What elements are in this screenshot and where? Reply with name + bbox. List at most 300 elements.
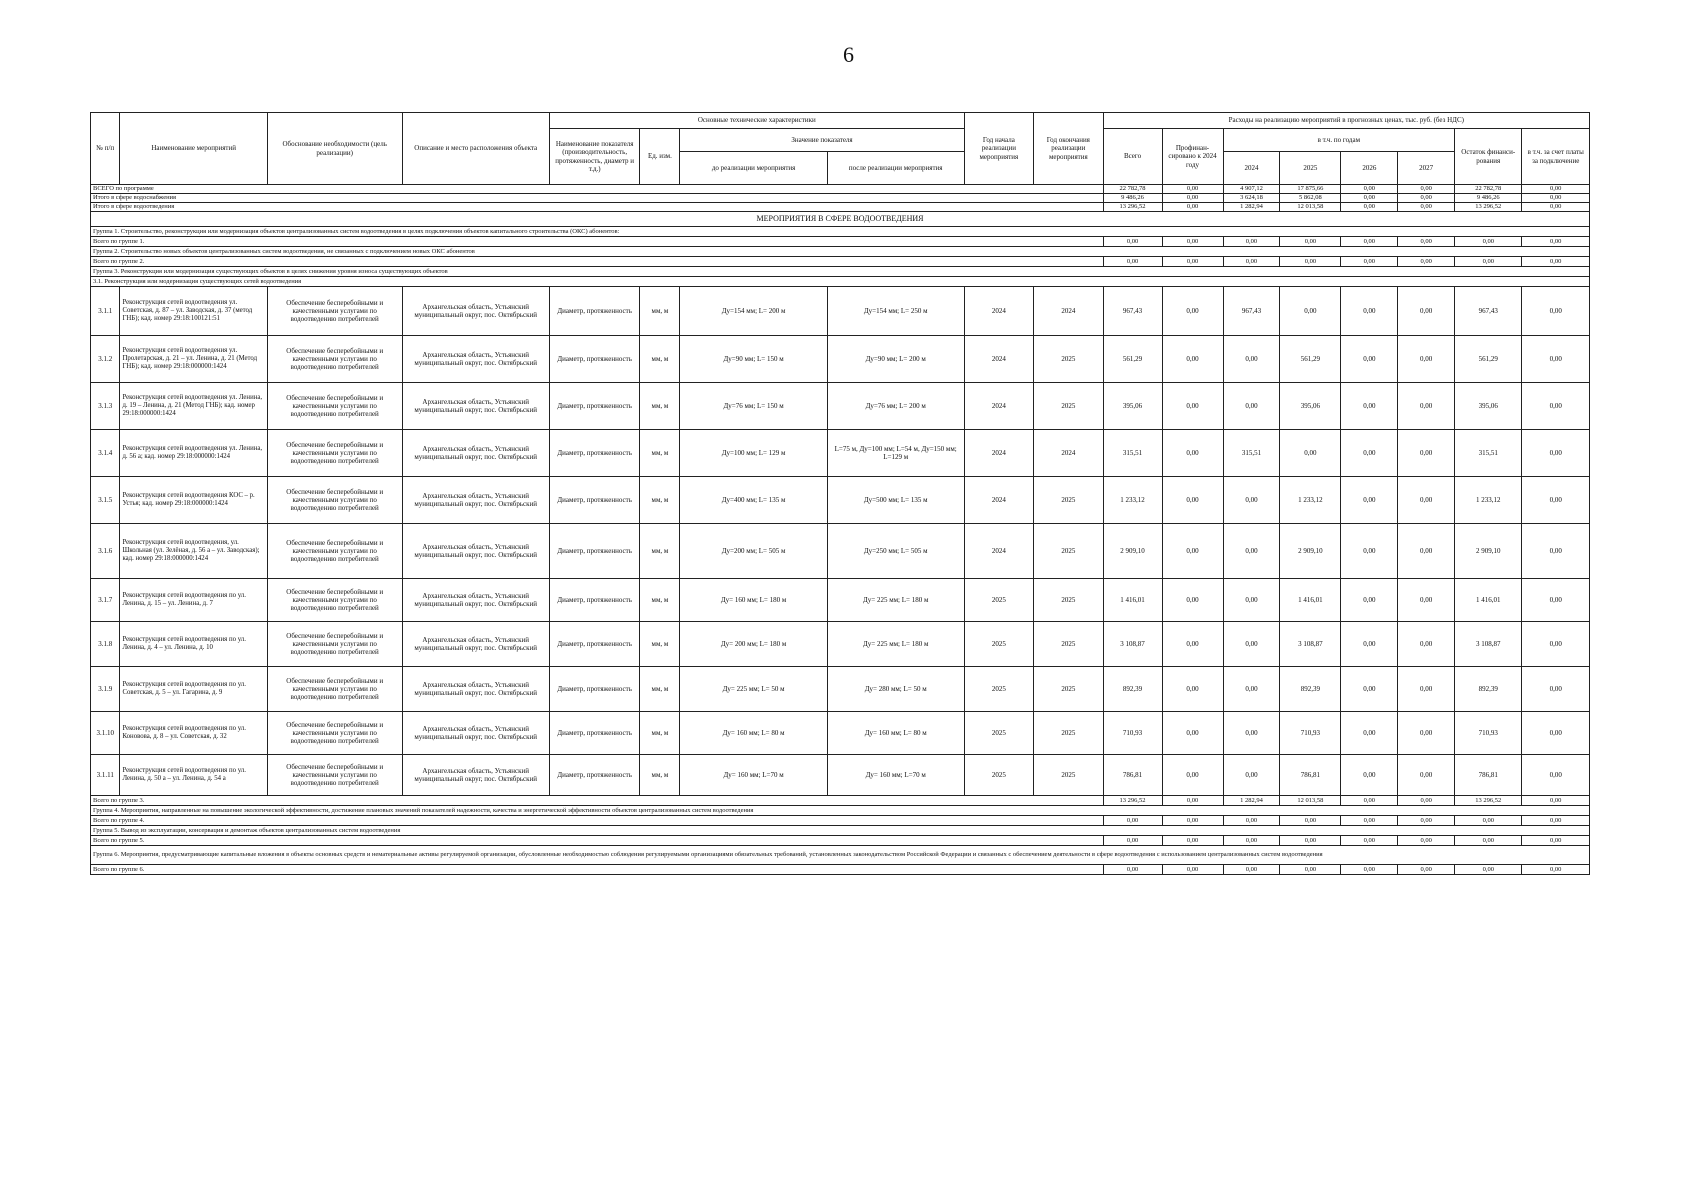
measure-location: Архангельская область, Устьянский муниципальный округ, пос. Октябрьский (402, 430, 549, 477)
value-cell: 561,29 (1280, 336, 1341, 383)
year-start: 2024 (964, 383, 1033, 430)
value-cell: 0,00 (1162, 796, 1223, 806)
value-cell: 0,00 (1162, 667, 1223, 712)
value-after: Ду= 225 мм; L= 180 м (827, 579, 964, 622)
group-6-title: Группа 6. Мероприятия, предусматривающие капитальные вложения в объекты основных средств и нематериальные активы регулируемой организации, обусловленные необходимостью соблюдения регулируемыми организациями обязательных требований, установленных законодательством Российской Федерации и связанных с обеспечением деятельности в сфере водоотведения с использованием централизованных систем водоотведения (91, 846, 1590, 865)
group-6-title-row (91, 846, 1590, 865)
value-cell: 0,00 (1341, 185, 1398, 194)
value-cell: 13 296,52 (1103, 203, 1162, 212)
indicator-unit: мм, м (640, 383, 680, 430)
value-cell: 0,00 (1341, 579, 1398, 622)
value-after: Ду=76 мм; L= 200 м (827, 383, 964, 430)
header-before: до реализации мероприятия (680, 152, 827, 185)
year-end: 2024 (1034, 287, 1103, 336)
measure-number: 3.1.6 (91, 524, 120, 579)
header-financed: Профинан-сировано к 2024 году (1162, 129, 1223, 185)
group-3-title-row (91, 267, 1590, 277)
measure-location: Архангельская область, Устьянский муниципальный округ, пос. Октябрьский (402, 667, 549, 712)
value-cell: 0,00 (1103, 237, 1162, 247)
indicator-name: Диаметр, протяженность (549, 287, 640, 336)
measure-name: Реконструкция сетей водоотведения ул. Ленина, д. 56 а; кад. номер 29:18:000000:1424 (120, 430, 267, 477)
value-cell: 0,00 (1280, 237, 1341, 247)
indicator-name: Диаметр, протяженность (549, 712, 640, 755)
value-cell: 0,00 (1341, 430, 1398, 477)
value-cell: 0,00 (1162, 865, 1223, 875)
value-cell: 0,00 (1341, 287, 1398, 336)
value-cell: 3 108,87 (1455, 622, 1522, 667)
value-cell: 0,00 (1341, 622, 1398, 667)
value-cell: 0,00 (1103, 836, 1162, 846)
value-cell: 0,00 (1162, 836, 1223, 846)
value-cell: 0,00 (1398, 836, 1455, 846)
header-tech-group: Основные технические характеристики (549, 113, 964, 129)
measure-number: 3.1.11 (91, 755, 120, 796)
group-1-total-label: Всего по группе 1. (91, 237, 1104, 247)
year-start: 2024 (964, 430, 1033, 477)
year-start: 2024 (964, 477, 1033, 524)
value-cell: 0,00 (1398, 287, 1455, 336)
header-year-end: Год окончания реализации мероприятия (1034, 113, 1103, 185)
value-cell: 0,00 (1341, 336, 1398, 383)
indicator-name: Диаметр, протяженность (549, 755, 640, 796)
value-cell: 13 296,52 (1103, 796, 1162, 806)
value-cell: 0,00 (1280, 865, 1341, 875)
value-cell: 0,00 (1341, 203, 1398, 212)
value-cell: 0,00 (1341, 667, 1398, 712)
value-cell: 0,00 (1455, 865, 1522, 875)
measure-row (91, 667, 1590, 712)
value-cell: 395,06 (1455, 383, 1522, 430)
value-cell: 3 624,18 (1223, 194, 1280, 203)
indicator-unit: мм, м (640, 336, 680, 383)
header-expenses-group: Расходы на реализацию мероприятий в прогнозных ценах, тыс. руб. (без НДС) (1103, 113, 1589, 129)
measure-location: Архангельская область, Устьянский муниципальный округ, пос. Октябрьский (402, 622, 549, 667)
year-start: 2024 (964, 336, 1033, 383)
value-cell: 710,93 (1455, 712, 1522, 755)
group-1-title: Группа 1. Строительство, реконструкция или модернизация объектов централизованных систем водоотведения в целях подключения объектов капитального строительства (ОКС) абонентов: (91, 227, 1590, 237)
value-cell: 0,00 (1398, 336, 1455, 383)
measure-location: Архангельская область, Устьянский муниципальный округ, пос. Октябрьский (402, 287, 549, 336)
table-header (91, 113, 1590, 185)
value-cell: 0,00 (1223, 755, 1280, 796)
year-start: 2025 (964, 667, 1033, 712)
header-year-start: Год начала реализации мероприятия (964, 113, 1033, 185)
value-after: Ду=250 мм; L= 505 м (827, 524, 964, 579)
measure-justification: Обеспечение бесперебойными и качественными услугами по водоотведению потребителей (267, 287, 402, 336)
year-end: 2025 (1034, 667, 1103, 712)
summary-label: Итого в сфере водоотведения (91, 203, 1104, 212)
group-4-title-row (91, 806, 1590, 816)
value-cell: 0,00 (1522, 816, 1590, 826)
value-after: Ду=90 мм; L= 200 м (827, 336, 964, 383)
value-cell: 0,00 (1522, 477, 1590, 524)
measure-justification: Обеспечение бесперебойными и качественными услугами по водоотведению потребителей (267, 622, 402, 667)
year-start: 2025 (964, 755, 1033, 796)
value-cell: 395,06 (1280, 383, 1341, 430)
measure-name: Реконструкция сетей водоотведения по ул. Ленина, д. 4 – ул. Ленина, д. 10 (120, 622, 267, 667)
year-end: 2025 (1034, 755, 1103, 796)
measure-row (91, 622, 1590, 667)
measure-name: Реконструкция сетей водоотведения ул. Советская, д. 87 – ул. Заводская, д. 37 (метод ГНБ); кад. номер 29:18:100121:51 (120, 287, 267, 336)
indicator-name: Диаметр, протяженность (549, 383, 640, 430)
value-cell: 0,00 (1398, 712, 1455, 755)
header-2027: 2027 (1398, 152, 1455, 185)
value-cell: 786,81 (1455, 755, 1522, 796)
value-cell: 0,00 (1162, 430, 1223, 477)
value-cell: 0,00 (1162, 579, 1223, 622)
section-title-row (91, 212, 1590, 227)
value-cell: 0,00 (1522, 237, 1590, 247)
value-cell: 1 233,12 (1103, 477, 1162, 524)
measure-row (91, 524, 1590, 579)
value-cell: 0,00 (1223, 383, 1280, 430)
group-3-subtitle: 3.1. Реконструкция или модернизация существующих сетей водоотведения (91, 277, 1590, 287)
value-before: Ду= 160 мм; L=70 м (680, 755, 827, 796)
group-3-total-label: Всего по группе 3. (91, 796, 1104, 806)
measure-number: 3.1.4 (91, 430, 120, 477)
summary-label: ВСЕГО по программе (91, 185, 1104, 194)
value-cell: 0,00 (1162, 287, 1223, 336)
measure-location: Архангельская область, Устьянский муниципальный округ, пос. Октябрьский (402, 383, 549, 430)
group-1-title-row (91, 227, 1590, 237)
investment-program-table-container (90, 112, 1590, 875)
measure-number: 3.1.5 (91, 477, 120, 524)
value-cell: 0,00 (1223, 336, 1280, 383)
value-before: Ду= 160 мм; L= 180 м (680, 579, 827, 622)
indicator-name: Диаметр, протяженность (549, 336, 640, 383)
value-cell: 0,00 (1522, 185, 1590, 194)
value-cell: 12 013,58 (1280, 203, 1341, 212)
value-cell: 1 282,94 (1223, 203, 1280, 212)
measure-location: Архангельская область, Устьянский муниципальный округ, пос. Октябрьский (402, 712, 549, 755)
measure-location: Архангельская область, Устьянский муниципальный округ, пос. Октябрьский (402, 524, 549, 579)
value-cell: 892,39 (1455, 667, 1522, 712)
measure-name: Реконструкция сетей водоотведения по ул. Ленина, д. 50 а – ул. Ленина, д. 54 а (120, 755, 267, 796)
value-cell: 0,00 (1162, 622, 1223, 667)
value-cell: 0,00 (1223, 257, 1280, 267)
value-cell: 0,00 (1522, 524, 1590, 579)
indicator-name: Диаметр, протяженность (549, 622, 640, 667)
group-1-total-row (91, 237, 1590, 247)
value-cell: 0,00 (1522, 203, 1590, 212)
indicator-unit: мм, м (640, 712, 680, 755)
header-justification: Обоснование необходимости (цель реализации) (267, 113, 402, 185)
value-after: Ду= 280 мм; L= 50 м (827, 667, 964, 712)
measure-row (91, 755, 1590, 796)
measure-row (91, 712, 1590, 755)
value-cell: 315,51 (1103, 430, 1162, 477)
value-cell: 13 296,52 (1455, 796, 1522, 806)
group-5-title: Группа 5. Вывод из эксплуатации, консервация и демонтаж объектов централизованных систем водоотведения (91, 826, 1590, 836)
value-cell: 2 909,10 (1280, 524, 1341, 579)
value-cell: 22 782,78 (1103, 185, 1162, 194)
indicator-name: Диаметр, протяженность (549, 667, 640, 712)
header-by-years: в т.ч. по годам (1223, 129, 1455, 152)
value-cell: 0,00 (1398, 430, 1455, 477)
header-unit: Ед. изм. (640, 129, 680, 185)
value-after: Ду= 160 мм; L=70 м (827, 755, 964, 796)
group-2-title: Группа 2. Строительство новых объектов централизованных систем водоотведения, не связанных с подключением новых ОКС абонентов (91, 247, 1590, 257)
measure-name: Реконструкция сетей водоотведения КОС – р. Устья; кад. номер 29:18:000000:1424 (120, 477, 267, 524)
value-cell: 13 296,52 (1455, 203, 1522, 212)
measure-number: 3.1.8 (91, 622, 120, 667)
value-cell: 0,00 (1398, 622, 1455, 667)
value-cell: 0,00 (1280, 816, 1341, 826)
header-2026: 2026 (1341, 152, 1398, 185)
value-before: Ду=90 мм; L= 150 м (680, 336, 827, 383)
value-cell: 0,00 (1522, 383, 1590, 430)
value-cell: 0,00 (1223, 712, 1280, 755)
value-cell: 22 782,78 (1455, 185, 1522, 194)
value-before: Ду=200 мм; L= 505 м (680, 524, 827, 579)
value-cell: 0,00 (1455, 257, 1522, 267)
value-cell: 0,00 (1398, 796, 1455, 806)
value-cell: 892,39 (1280, 667, 1341, 712)
value-cell: 0,00 (1341, 836, 1398, 846)
value-cell: 1 416,01 (1280, 579, 1341, 622)
year-start: 2025 (964, 622, 1033, 667)
value-cell: 12 013,58 (1280, 796, 1341, 806)
summary-row-program-total (91, 185, 1590, 194)
value-cell: 3 108,87 (1280, 622, 1341, 667)
measure-row (91, 287, 1590, 336)
summary-row-wastewater (91, 203, 1590, 212)
value-cell: 0,00 (1223, 622, 1280, 667)
value-cell: 0,00 (1522, 579, 1590, 622)
group-3-total-row (91, 796, 1590, 806)
value-cell: 0,00 (1522, 257, 1590, 267)
table-body (91, 185, 1590, 875)
header-remaining: Остаток финанси-рования (1455, 129, 1522, 185)
group-5-total-row (91, 836, 1590, 846)
measure-name: Реконструкция сетей водоотведения, ул. Школьная (ул. Зелёная, д. 56 а – ул. Заводская); кад. номер 29:18:000000:1424 (120, 524, 267, 579)
value-cell: 786,81 (1280, 755, 1341, 796)
header-indicator-value: Значение показателя (680, 129, 964, 152)
year-start: 2024 (964, 524, 1033, 579)
value-cell: 1 233,12 (1280, 477, 1341, 524)
indicator-unit: мм, м (640, 287, 680, 336)
section-title: МЕРОПРИЯТИЯ В СФЕРЕ ВОДООТВЕДЕНИЯ (91, 212, 1590, 227)
measure-row (91, 477, 1590, 524)
value-after: L=75 м, Ду=100 мм; L=54 м, Ду=150 мм; L=129 м (827, 430, 964, 477)
year-end: 2025 (1034, 383, 1103, 430)
value-cell: 0,00 (1280, 257, 1341, 267)
group-4-total-label: Всего по группе 4. (91, 816, 1104, 826)
value-cell: 0,00 (1341, 237, 1398, 247)
value-cell: 4 907,12 (1223, 185, 1280, 194)
year-end: 2024 (1034, 430, 1103, 477)
value-cell: 3 108,87 (1103, 622, 1162, 667)
value-before: Ду=76 мм; L= 150 м (680, 383, 827, 430)
value-cell: 0,00 (1162, 816, 1223, 826)
measure-number: 3.1.10 (91, 712, 120, 755)
value-cell: 0,00 (1341, 477, 1398, 524)
value-cell: 0,00 (1223, 237, 1280, 247)
group-2-title-row (91, 247, 1590, 257)
value-cell: 561,29 (1455, 336, 1522, 383)
value-cell: 9 486,26 (1455, 194, 1522, 203)
value-cell: 892,39 (1103, 667, 1162, 712)
measure-number: 3.1.7 (91, 579, 120, 622)
measure-name: Реконструкция сетей водоотведения ул. Ленина, д. 19 – Ленина, д. 21 (Метод ГНБ); кад. номер 29:18:000000:1424 (120, 383, 267, 430)
measure-name: Реконструкция сетей водоотведения по ул. Коновова, д. 8 – ул. Советская, д. 32 (120, 712, 267, 755)
value-cell: 0,00 (1398, 477, 1455, 524)
value-after: Ду= 225 мм; L= 180 м (827, 622, 964, 667)
value-cell: 0,00 (1398, 194, 1455, 203)
value-cell: 0,00 (1341, 194, 1398, 203)
value-cell: 0,00 (1455, 816, 1522, 826)
year-start: 2025 (964, 712, 1033, 755)
indicator-name: Диаметр, протяженность (549, 477, 640, 524)
value-before: Ду=400 мм; L= 135 м (680, 477, 827, 524)
measure-number: 3.1.2 (91, 336, 120, 383)
value-cell: 0,00 (1162, 257, 1223, 267)
value-cell: 0,00 (1103, 865, 1162, 875)
value-cell: 0,00 (1341, 524, 1398, 579)
header-after: после реализации мероприятия (827, 152, 964, 185)
value-cell: 0,00 (1223, 579, 1280, 622)
value-after: Ду=500 мм; L= 135 м (827, 477, 964, 524)
value-cell: 0,00 (1398, 383, 1455, 430)
value-cell: 0,00 (1162, 755, 1223, 796)
year-start: 2025 (964, 579, 1033, 622)
value-cell: 0,00 (1341, 796, 1398, 806)
measure-justification: Обеспечение бесперебойными и качественными услугами по водоотведению потребителей (267, 712, 402, 755)
measure-number: 3.1.9 (91, 667, 120, 712)
measure-row (91, 383, 1590, 430)
value-cell: 315,51 (1455, 430, 1522, 477)
value-cell: 395,06 (1103, 383, 1162, 430)
value-cell: 0,00 (1162, 237, 1223, 247)
indicator-unit: мм, м (640, 524, 680, 579)
indicator-unit: мм, м (640, 430, 680, 477)
value-cell: 1 416,01 (1103, 579, 1162, 622)
value-cell: 0,00 (1223, 865, 1280, 875)
value-cell: 0,00 (1522, 194, 1590, 203)
value-cell: 0,00 (1341, 816, 1398, 826)
value-cell: 5 862,08 (1280, 194, 1341, 203)
indicator-name: Диаметр, протяженность (549, 430, 640, 477)
value-cell: 0,00 (1341, 755, 1398, 796)
value-cell: 0,00 (1522, 836, 1590, 846)
group-6-total-label: Всего по группе 6. (91, 865, 1104, 875)
value-cell: 0,00 (1522, 755, 1590, 796)
group-4-total-row (91, 816, 1590, 826)
value-cell: 0,00 (1522, 336, 1590, 383)
value-cell: 1 416,01 (1455, 579, 1522, 622)
value-cell: 710,93 (1280, 712, 1341, 755)
measure-justification: Обеспечение бесперебойными и качественными услугами по водоотведению потребителей (267, 667, 402, 712)
value-cell: 0,00 (1522, 430, 1590, 477)
value-cell: 0,00 (1398, 755, 1455, 796)
investment-program-table (90, 112, 1590, 875)
value-cell: 0,00 (1162, 336, 1223, 383)
measure-location: Архангельская область, Устьянский муниципальный округ, пос. Октябрьский (402, 755, 549, 796)
value-cell: 17 875,66 (1280, 185, 1341, 194)
value-cell: 1 282,94 (1223, 796, 1280, 806)
value-cell: 0,00 (1522, 287, 1590, 336)
value-cell: 0,00 (1103, 816, 1162, 826)
value-before: Ду= 160 мм; L= 80 м (680, 712, 827, 755)
value-cell: 561,29 (1103, 336, 1162, 383)
value-cell: 2 909,10 (1455, 524, 1522, 579)
value-before: Ду= 200 мм; L= 180 м (680, 622, 827, 667)
value-cell: 0,00 (1398, 816, 1455, 826)
value-cell: 0,00 (1223, 816, 1280, 826)
summary-row-water-supply (91, 194, 1590, 203)
value-cell: 0,00 (1162, 712, 1223, 755)
value-cell: 0,00 (1280, 287, 1341, 336)
value-cell: 2 909,10 (1103, 524, 1162, 579)
year-end: 2025 (1034, 622, 1103, 667)
value-before: Ду= 225 мм; L= 50 м (680, 667, 827, 712)
indicator-unit: мм, м (640, 477, 680, 524)
measure-location: Архангельская область, Устьянский муниципальный округ, пос. Октябрьский (402, 477, 549, 524)
value-after: Ду=154 мм; L= 250 м (827, 287, 964, 336)
value-cell: 0,00 (1398, 579, 1455, 622)
header-location: Описание и место расположения объекта (402, 113, 549, 185)
group-4-title: Группа 4. Мероприятия, направленные на повышение экологической эффективности, достижение плановых значений показателей надежности, качества и энергетической эффективности объектов централизованных систем водоотведения (91, 806, 1590, 816)
value-cell: 0,00 (1398, 524, 1455, 579)
group-5-total-label: Всего по группе 5. (91, 836, 1104, 846)
header-total: Всего (1103, 129, 1162, 185)
value-cell: 967,43 (1103, 287, 1162, 336)
measure-row (91, 430, 1590, 477)
measure-justification: Обеспечение бесперебойными и качественными услугами по водоотведению потребителей (267, 524, 402, 579)
value-cell: 0,00 (1103, 257, 1162, 267)
value-cell: 0,00 (1398, 185, 1455, 194)
value-cell: 967,43 (1455, 287, 1522, 336)
indicator-unit: мм, м (640, 755, 680, 796)
value-cell: 0,00 (1455, 237, 1522, 247)
year-end: 2025 (1034, 336, 1103, 383)
value-cell: 0,00 (1341, 257, 1398, 267)
measure-justification: Обеспечение бесперебойными и качественными услугами по водоотведению потребителей (267, 430, 402, 477)
value-cell: 0,00 (1398, 257, 1455, 267)
value-cell: 0,00 (1398, 203, 1455, 212)
value-cell: 1 233,12 (1455, 477, 1522, 524)
year-end: 2025 (1034, 579, 1103, 622)
value-cell: 0,00 (1223, 477, 1280, 524)
value-cell: 0,00 (1522, 667, 1590, 712)
value-cell: 0,00 (1223, 524, 1280, 579)
page-number: 6 (843, 42, 854, 67)
indicator-unit: мм, м (640, 622, 680, 667)
measure-number: 3.1.3 (91, 383, 120, 430)
value-cell: 0,00 (1398, 865, 1455, 875)
value-cell: 0,00 (1398, 667, 1455, 712)
value-cell: 967,43 (1223, 287, 1280, 336)
value-cell: 0,00 (1341, 865, 1398, 875)
value-cell: 0,00 (1522, 712, 1590, 755)
header-2025: 2025 (1280, 152, 1341, 185)
value-cell: 0,00 (1162, 194, 1223, 203)
value-cell: 0,00 (1522, 865, 1590, 875)
group-3-subtitle-row (91, 277, 1590, 287)
group-6-total-row (91, 865, 1590, 875)
value-cell: 315,51 (1223, 430, 1280, 477)
indicator-unit: мм, м (640, 667, 680, 712)
value-cell: 0,00 (1398, 237, 1455, 247)
year-start: 2024 (964, 287, 1033, 336)
value-before: Ду=154 мм; L= 200 м (680, 287, 827, 336)
indicator-unit: мм, м (640, 579, 680, 622)
value-cell: 0,00 (1341, 383, 1398, 430)
header-connection-fee: в т.ч. за счет платы за подключение (1522, 129, 1590, 185)
year-end: 2025 (1034, 524, 1103, 579)
group-2-total-row (91, 257, 1590, 267)
header-num: № п/п (91, 113, 120, 185)
